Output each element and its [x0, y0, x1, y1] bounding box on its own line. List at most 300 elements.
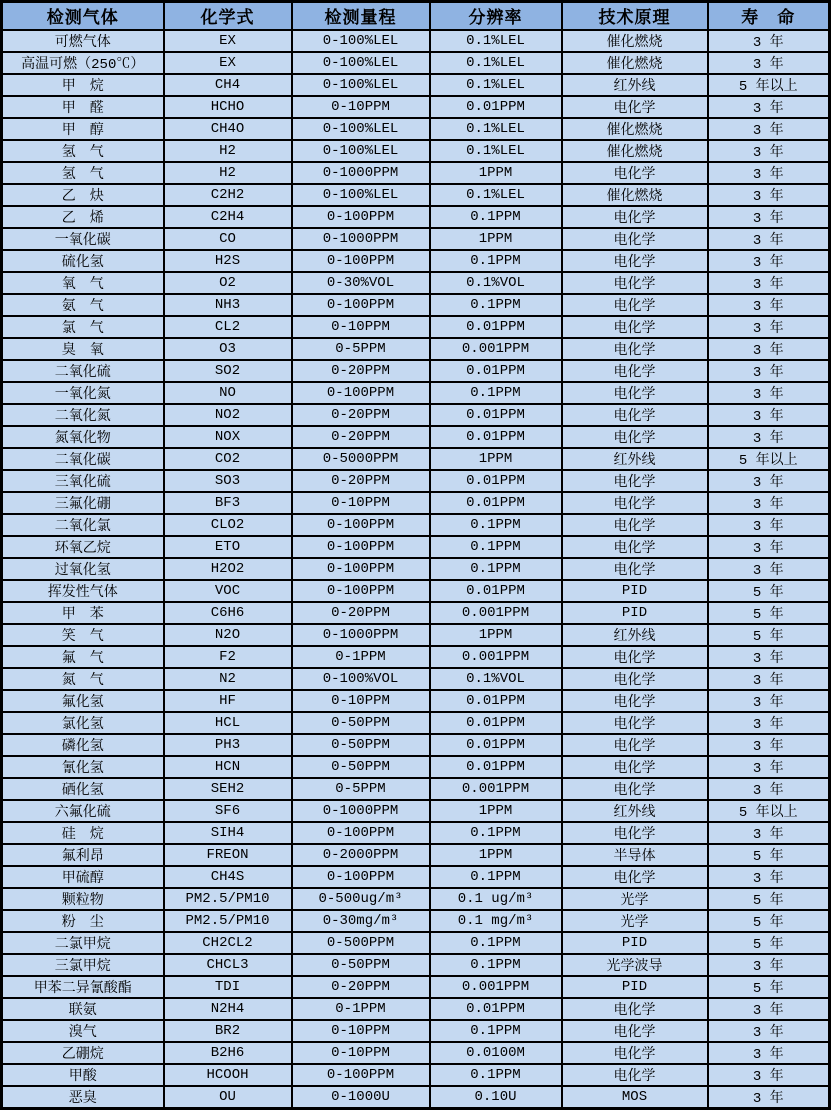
table-row [2, 756, 830, 778]
cell-chemical-formula: C2H4 [164, 206, 292, 228]
cell-technology: 电化学 [562, 866, 708, 888]
cell-lifespan: 5 年 [708, 844, 830, 866]
cell-detection-range: 0-100PPM [292, 822, 430, 844]
cell-chemical-formula: N2O [164, 624, 292, 646]
table-row [2, 712, 830, 734]
cell-lifespan: 3 年 [708, 228, 830, 250]
cell-gas-name: 环氧乙烷 [2, 536, 164, 558]
cell-gas-name: 臭 氧 [2, 338, 164, 360]
cell-technology: 红外线 [562, 448, 708, 470]
cell-detection-range: 0-20PPM [292, 426, 430, 448]
cell-resolution: 0.001PPM [430, 778, 562, 800]
cell-lifespan: 3 年 [708, 470, 830, 492]
cell-chemical-formula: ETO [164, 536, 292, 558]
cell-resolution: 0.01PPM [430, 316, 562, 338]
header-cell-detection-range: 检测量程 [292, 2, 430, 31]
cell-technology: 催化燃烧 [562, 52, 708, 74]
table-row [2, 272, 830, 294]
cell-gas-name: 可燃气体 [2, 30, 164, 52]
cell-lifespan: 3 年 [708, 52, 830, 74]
cell-technology: 电化学 [562, 338, 708, 360]
table-row [2, 1020, 830, 1042]
cell-detection-range: 0-100%LEL [292, 184, 430, 206]
cell-chemical-formula: NOX [164, 426, 292, 448]
cell-chemical-formula: CH2CL2 [164, 932, 292, 954]
cell-detection-range: 0-10PPM [292, 1020, 430, 1042]
cell-detection-range: 0-100%LEL [292, 74, 430, 96]
cell-chemical-formula: CO2 [164, 448, 292, 470]
cell-chemical-formula: C6H6 [164, 602, 292, 624]
cell-technology: 电化学 [562, 998, 708, 1020]
table-row [2, 492, 830, 514]
cell-lifespan: 3 年 [708, 426, 830, 448]
cell-technology: 光学 [562, 910, 708, 932]
table-row [2, 998, 830, 1020]
cell-detection-range: 0-5000PPM [292, 448, 430, 470]
table-row [2, 162, 830, 184]
table-row [2, 52, 830, 74]
cell-gas-name: 三氯甲烷 [2, 954, 164, 976]
cell-detection-range: 0-100PPM [292, 1064, 430, 1086]
cell-detection-range: 0-1000U [292, 1086, 430, 1109]
cell-lifespan: 3 年 [708, 206, 830, 228]
cell-detection-range: 0-100%LEL [292, 52, 430, 74]
cell-lifespan: 5 年以上 [708, 800, 830, 822]
cell-technology: 电化学 [562, 250, 708, 272]
cell-chemical-formula: H2S [164, 250, 292, 272]
table-row [2, 976, 830, 998]
cell-technology: 电化学 [562, 272, 708, 294]
cell-lifespan: 3 年 [708, 756, 830, 778]
cell-gas-name: 甲 醇 [2, 118, 164, 140]
cell-detection-range: 0-20PPM [292, 602, 430, 624]
table-row [2, 668, 830, 690]
cell-detection-range: 0-50PPM [292, 712, 430, 734]
cell-detection-range: 0-10PPM [292, 96, 430, 118]
table-row [2, 30, 830, 52]
cell-chemical-formula: PM2.5/PM10 [164, 888, 292, 910]
cell-detection-range: 0-20PPM [292, 470, 430, 492]
cell-technology: 电化学 [562, 206, 708, 228]
cell-chemical-formula: HCOOH [164, 1064, 292, 1086]
cell-lifespan: 5 年以上 [708, 448, 830, 470]
cell-resolution: 0.1%LEL [430, 30, 562, 52]
cell-detection-range: 0-5PPM [292, 778, 430, 800]
cell-resolution: 0.01PPM [430, 580, 562, 602]
cell-detection-range: 0-10PPM [292, 316, 430, 338]
table-row [2, 140, 830, 162]
cell-resolution: 0.1 ug/m³ [430, 888, 562, 910]
cell-technology: PID [562, 932, 708, 954]
cell-resolution: 0.01PPM [430, 404, 562, 426]
cell-detection-range: 0-100PPM [292, 866, 430, 888]
cell-gas-name: 乙 炔 [2, 184, 164, 206]
cell-resolution: 0.1PPM [430, 932, 562, 954]
cell-lifespan: 3 年 [708, 558, 830, 580]
cell-gas-name: 笑 气 [2, 624, 164, 646]
cell-chemical-formula: CH4S [164, 866, 292, 888]
table-row [2, 646, 830, 668]
cell-technology: 红外线 [562, 74, 708, 96]
cell-technology: 电化学 [562, 536, 708, 558]
table-row [2, 96, 830, 118]
cell-chemical-formula: CL2 [164, 316, 292, 338]
cell-resolution: 0.1PPM [430, 536, 562, 558]
cell-resolution: 0.001PPM [430, 646, 562, 668]
cell-resolution: 0.001PPM [430, 976, 562, 998]
cell-gas-name: 挥发性气体 [2, 580, 164, 602]
cell-lifespan: 3 年 [708, 294, 830, 316]
cell-resolution: 0.1%VOL [430, 668, 562, 690]
table-row [2, 470, 830, 492]
cell-technology: 红外线 [562, 800, 708, 822]
cell-gas-name: 一氧化碳 [2, 228, 164, 250]
cell-technology: PID [562, 602, 708, 624]
cell-lifespan: 5 年 [708, 624, 830, 646]
table-row [2, 514, 830, 536]
cell-resolution: 0.1PPM [430, 954, 562, 976]
cell-technology: 电化学 [562, 360, 708, 382]
cell-technology: 电化学 [562, 756, 708, 778]
cell-lifespan: 3 年 [708, 778, 830, 800]
header-row [2, 2, 830, 31]
cell-gas-name: 三氧化硫 [2, 470, 164, 492]
cell-detection-range: 0-10PPM [292, 690, 430, 712]
cell-detection-range: 0-50PPM [292, 756, 430, 778]
cell-detection-range: 0-1000PPM [292, 624, 430, 646]
cell-detection-range: 0-1000PPM [292, 800, 430, 822]
cell-lifespan: 3 年 [708, 140, 830, 162]
cell-gas-name: 氯 气 [2, 316, 164, 338]
table-row [2, 118, 830, 140]
table-row [2, 624, 830, 646]
header-cell-resolution: 分辨率 [430, 2, 562, 31]
cell-detection-range: 0-100PPM [292, 536, 430, 558]
cell-technology: 催化燃烧 [562, 118, 708, 140]
cell-lifespan: 3 年 [708, 492, 830, 514]
cell-detection-range: 0-100PPM [292, 382, 430, 404]
cell-gas-name: 磷化氢 [2, 734, 164, 756]
cell-technology: 电化学 [562, 426, 708, 448]
cell-resolution: 1PPM [430, 448, 562, 470]
cell-gas-name: 二氧化硫 [2, 360, 164, 382]
cell-technology: 光学 [562, 888, 708, 910]
cell-lifespan: 3 年 [708, 338, 830, 360]
cell-chemical-formula: H2 [164, 162, 292, 184]
table-row [2, 250, 830, 272]
cell-chemical-formula: O2 [164, 272, 292, 294]
cell-detection-range: 0-100%LEL [292, 140, 430, 162]
cell-chemical-formula: F2 [164, 646, 292, 668]
cell-gas-name: 氟 气 [2, 646, 164, 668]
cell-resolution: 0.01PPM [430, 690, 562, 712]
cell-lifespan: 3 年 [708, 1042, 830, 1064]
cell-gas-name: 甲 醛 [2, 96, 164, 118]
cell-gas-name: 一氧化氮 [2, 382, 164, 404]
cell-resolution: 0.1PPM [430, 382, 562, 404]
cell-gas-name: 氯化氢 [2, 712, 164, 734]
cell-technology: 电化学 [562, 690, 708, 712]
table-row [2, 316, 830, 338]
cell-lifespan: 3 年 [708, 30, 830, 52]
cell-chemical-formula: N2H4 [164, 998, 292, 1020]
cell-resolution: 0.1PPM [430, 250, 562, 272]
cell-technology: 电化学 [562, 822, 708, 844]
cell-chemical-formula: C2H2 [164, 184, 292, 206]
cell-gas-name: 氰化氢 [2, 756, 164, 778]
cell-lifespan: 3 年 [708, 514, 830, 536]
cell-technology: 电化学 [562, 492, 708, 514]
cell-lifespan: 3 年 [708, 1064, 830, 1086]
cell-resolution: 0.0100M [430, 1042, 562, 1064]
cell-gas-name: 氧 气 [2, 272, 164, 294]
table-row [2, 360, 830, 382]
cell-gas-name: 氟利昂 [2, 844, 164, 866]
cell-resolution: 0.1PPM [430, 294, 562, 316]
cell-resolution: 0.10U [430, 1086, 562, 1109]
cell-detection-range: 0-50PPM [292, 954, 430, 976]
table-row [2, 1064, 830, 1086]
cell-detection-range: 0-10PPM [292, 492, 430, 514]
table-row [2, 294, 830, 316]
cell-resolution: 0.01PPM [430, 712, 562, 734]
cell-lifespan: 3 年 [708, 162, 830, 184]
cell-technology: 电化学 [562, 558, 708, 580]
cell-chemical-formula: O3 [164, 338, 292, 360]
cell-lifespan: 5 年 [708, 580, 830, 602]
cell-chemical-formula: CH4 [164, 74, 292, 96]
cell-resolution: 1PPM [430, 800, 562, 822]
cell-lifespan: 3 年 [708, 536, 830, 558]
cell-detection-range: 0-100PPM [292, 294, 430, 316]
cell-chemical-formula: SEH2 [164, 778, 292, 800]
cell-chemical-formula: NH3 [164, 294, 292, 316]
cell-resolution: 0.1PPM [430, 1064, 562, 1086]
cell-chemical-formula: SO2 [164, 360, 292, 382]
cell-gas-name: 硒化氢 [2, 778, 164, 800]
cell-detection-range: 0-30mg/m³ [292, 910, 430, 932]
cell-lifespan: 3 年 [708, 96, 830, 118]
cell-detection-range: 0-500PPM [292, 932, 430, 954]
cell-technology: 电化学 [562, 470, 708, 492]
cell-gas-name: 硅 烷 [2, 822, 164, 844]
cell-chemical-formula: SIH4 [164, 822, 292, 844]
cell-resolution: 0.1%LEL [430, 118, 562, 140]
table-row [2, 338, 830, 360]
table-row [2, 426, 830, 448]
cell-resolution: 0.1PPM [430, 558, 562, 580]
cell-lifespan: 5 年 [708, 932, 830, 954]
cell-resolution: 1PPM [430, 228, 562, 250]
cell-gas-name: 粉 尘 [2, 910, 164, 932]
cell-resolution: 0.01PPM [430, 470, 562, 492]
cell-resolution: 0.01PPM [430, 756, 562, 778]
header-cell-gas-name: 检测气体 [2, 2, 164, 31]
cell-gas-name: 过氧化氢 [2, 558, 164, 580]
cell-detection-range: 0-20PPM [292, 976, 430, 998]
cell-technology: 电化学 [562, 734, 708, 756]
table-row [2, 1042, 830, 1064]
table-row [2, 690, 830, 712]
table-row [2, 382, 830, 404]
cell-chemical-formula: EX [164, 52, 292, 74]
cell-detection-range: 0-100%LEL [292, 118, 430, 140]
cell-gas-name: 硫化氢 [2, 250, 164, 272]
cell-detection-range: 0-100PPM [292, 514, 430, 536]
cell-lifespan: 3 年 [708, 998, 830, 1020]
cell-gas-name: 乙 烯 [2, 206, 164, 228]
cell-lifespan: 3 年 [708, 690, 830, 712]
cell-lifespan: 5 年 [708, 602, 830, 624]
cell-lifespan: 3 年 [708, 404, 830, 426]
cell-detection-range: 0-2000PPM [292, 844, 430, 866]
cell-chemical-formula: FREON [164, 844, 292, 866]
cell-lifespan: 3 年 [708, 1086, 830, 1109]
cell-resolution: 0.1%LEL [430, 52, 562, 74]
cell-technology: MOS [562, 1086, 708, 1109]
cell-technology: 电化学 [562, 712, 708, 734]
cell-detection-range: 0-100%LEL [292, 30, 430, 52]
cell-detection-range: 0-1000PPM [292, 162, 430, 184]
cell-gas-name: 甲 苯 [2, 602, 164, 624]
header-cell-chemical-formula: 化学式 [164, 2, 292, 31]
cell-gas-name: 恶臭 [2, 1086, 164, 1109]
cell-technology: 电化学 [562, 404, 708, 426]
cell-resolution: 0.1PPM [430, 822, 562, 844]
cell-lifespan: 3 年 [708, 822, 830, 844]
cell-technology: 催化燃烧 [562, 140, 708, 162]
cell-detection-range: 0-500ug/m³ [292, 888, 430, 910]
cell-gas-name: 甲苯二异氰酸酯 [2, 976, 164, 998]
cell-gas-name: 乙硼烷 [2, 1042, 164, 1064]
cell-detection-range: 0-10PPM [292, 1042, 430, 1064]
cell-resolution: 1PPM [430, 844, 562, 866]
table-row [2, 558, 830, 580]
cell-chemical-formula: BF3 [164, 492, 292, 514]
table-row [2, 866, 830, 888]
cell-technology: 电化学 [562, 668, 708, 690]
cell-detection-range: 0-20PPM [292, 360, 430, 382]
cell-lifespan: 5 年 [708, 976, 830, 998]
cell-detection-range: 0-50PPM [292, 734, 430, 756]
table-body [2, 30, 830, 1109]
cell-gas-name: 三氟化硼 [2, 492, 164, 514]
cell-gas-name: 二氧化氯 [2, 514, 164, 536]
cell-detection-range: 0-1000PPM [292, 228, 430, 250]
cell-gas-name: 甲酸 [2, 1064, 164, 1086]
cell-resolution: 0.1PPM [430, 206, 562, 228]
cell-technology: 电化学 [562, 316, 708, 338]
cell-chemical-formula: BR2 [164, 1020, 292, 1042]
cell-resolution: 0.1 mg/m³ [430, 910, 562, 932]
cell-lifespan: 3 年 [708, 954, 830, 976]
cell-lifespan: 3 年 [708, 646, 830, 668]
cell-gas-name: 二氯甲烷 [2, 932, 164, 954]
cell-lifespan: 3 年 [708, 1020, 830, 1042]
cell-technology: 电化学 [562, 514, 708, 536]
cell-detection-range: 0-100PPM [292, 250, 430, 272]
table-row [2, 888, 830, 910]
cell-gas-name: 六氟化硫 [2, 800, 164, 822]
cell-resolution: 0.01PPM [430, 426, 562, 448]
cell-technology: 电化学 [562, 1020, 708, 1042]
table-row [2, 536, 830, 558]
cell-resolution: 0.1%VOL [430, 272, 562, 294]
cell-chemical-formula: N2 [164, 668, 292, 690]
cell-lifespan: 3 年 [708, 250, 830, 272]
cell-chemical-formula: CHCL3 [164, 954, 292, 976]
cell-chemical-formula: HCN [164, 756, 292, 778]
table-row [2, 778, 830, 800]
cell-technology: 电化学 [562, 778, 708, 800]
cell-chemical-formula: SO3 [164, 470, 292, 492]
cell-resolution: 0.1PPM [430, 514, 562, 536]
cell-resolution: 1PPM [430, 162, 562, 184]
cell-gas-name: 氢 气 [2, 162, 164, 184]
cell-chemical-formula: PM2.5/PM10 [164, 910, 292, 932]
cell-lifespan: 3 年 [708, 382, 830, 404]
table-row [2, 448, 830, 470]
cell-detection-range: 0-5PPM [292, 338, 430, 360]
cell-lifespan: 3 年 [708, 316, 830, 338]
cell-resolution: 0.1%LEL [430, 140, 562, 162]
table-row [2, 932, 830, 954]
table-row [2, 1086, 830, 1109]
cell-gas-name: 氮氧化物 [2, 426, 164, 448]
cell-chemical-formula: VOC [164, 580, 292, 602]
cell-detection-range: 0-100%VOL [292, 668, 430, 690]
cell-resolution: 0.01PPM [430, 734, 562, 756]
cell-resolution: 1PPM [430, 624, 562, 646]
cell-gas-name: 高温可燃（250℃） [2, 52, 164, 74]
table-row [2, 580, 830, 602]
cell-detection-range: 0-100PPM [292, 580, 430, 602]
cell-lifespan: 3 年 [708, 734, 830, 756]
cell-technology: 催化燃烧 [562, 30, 708, 52]
header-cell-technology: 技术原理 [562, 2, 708, 31]
cell-gas-name: 二氧化氮 [2, 404, 164, 426]
cell-chemical-formula: CO [164, 228, 292, 250]
cell-gas-name: 甲硫醇 [2, 866, 164, 888]
cell-detection-range: 0-1PPM [292, 998, 430, 1020]
cell-technology: 电化学 [562, 646, 708, 668]
cell-technology: 半导体 [562, 844, 708, 866]
cell-gas-name: 氮 气 [2, 668, 164, 690]
table-row [2, 844, 830, 866]
table-row [2, 602, 830, 624]
cell-technology: 电化学 [562, 1042, 708, 1064]
cell-technology: 电化学 [562, 228, 708, 250]
cell-detection-range: 0-20PPM [292, 404, 430, 426]
cell-technology: 电化学 [562, 96, 708, 118]
cell-chemical-formula: HF [164, 690, 292, 712]
header-cell-lifespan: 寿 命 [708, 2, 830, 31]
cell-lifespan: 3 年 [708, 272, 830, 294]
cell-resolution: 0.1PPM [430, 866, 562, 888]
table-row [2, 206, 830, 228]
table-row [2, 822, 830, 844]
cell-chemical-formula: TDI [164, 976, 292, 998]
cell-chemical-formula: EX [164, 30, 292, 52]
table-row [2, 74, 830, 96]
cell-chemical-formula: CH4O [164, 118, 292, 140]
cell-lifespan: 3 年 [708, 668, 830, 690]
cell-gas-name: 氨 气 [2, 294, 164, 316]
cell-gas-name: 溴气 [2, 1020, 164, 1042]
cell-gas-name: 颗粒物 [2, 888, 164, 910]
cell-technology: 电化学 [562, 1064, 708, 1086]
cell-lifespan: 5 年 [708, 888, 830, 910]
